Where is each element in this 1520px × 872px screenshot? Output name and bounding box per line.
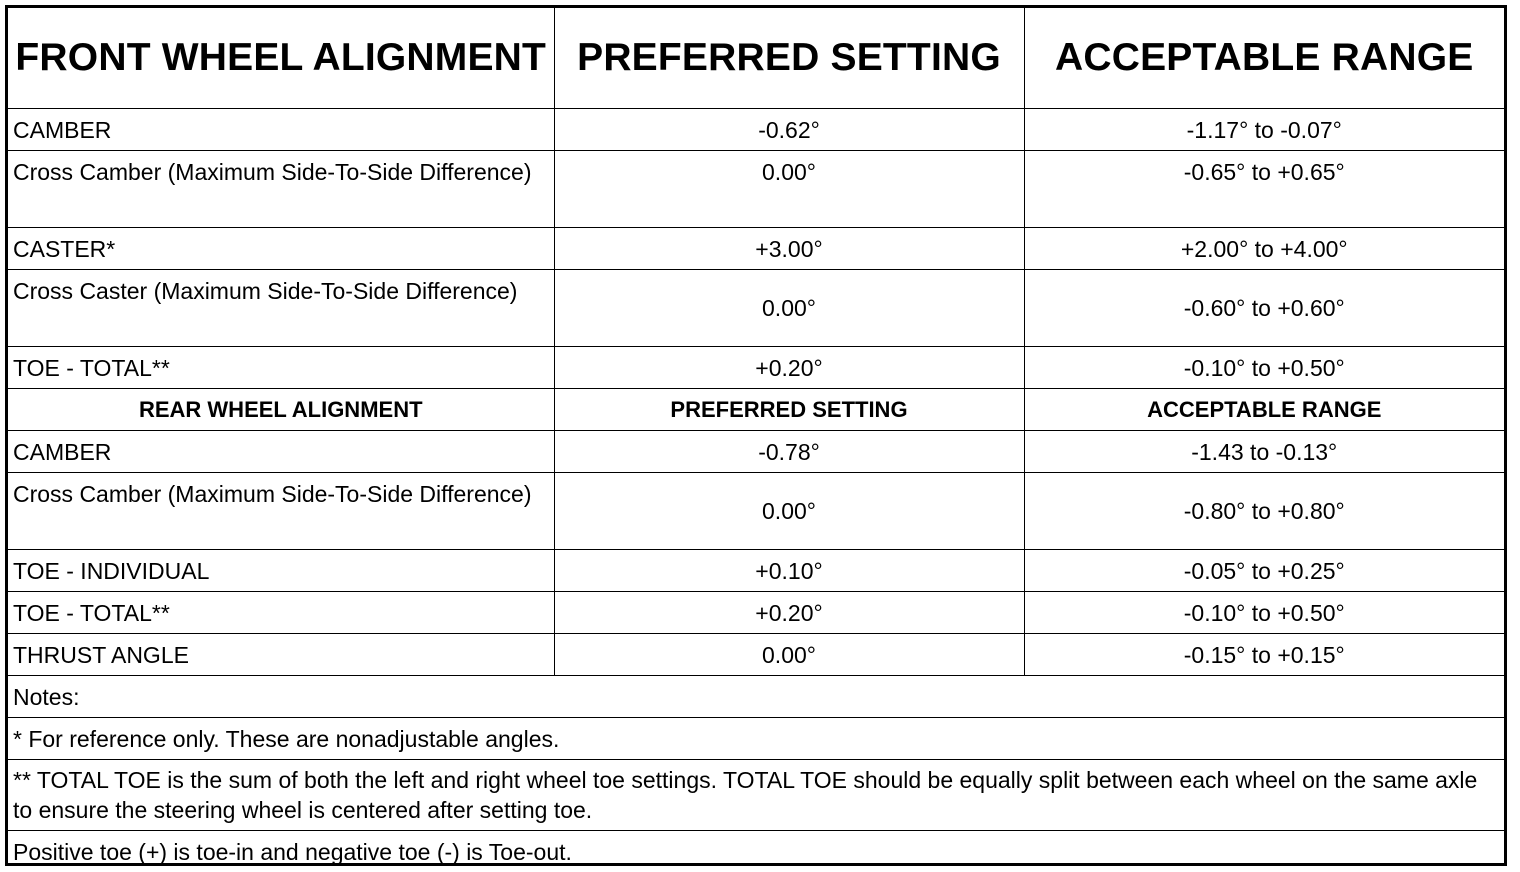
rear-header-title: REAR WHEEL ALIGNMENT [8,389,554,431]
table-row [8,151,1504,228]
note-row [8,718,1504,760]
row-label: TOE - TOTAL** [8,592,554,634]
row-preferred: 0.00° [554,634,1024,676]
row-preferred: -0.78° [554,431,1024,473]
row-label: CAMBER [8,431,554,473]
row-range: -0.10° to +0.50° [1024,592,1504,634]
row-label: Cross Camber (Maximum Side-To-Side Difference) [8,473,554,550]
note-text: ** TOTAL TOE is the sum of both the left and right wheel toe settings. TOTAL TOE should be equally split between each wheel on the same axle to ensure the steering wheel is centered after setting toe. [8,760,1504,831]
row-range: -0.15° to +0.15° [1024,634,1504,676]
row-label: Cross Caster (Maximum Side-To-Side Difference) [8,270,554,347]
rear-header-range: ACCEPTABLE RANGE [1024,389,1504,431]
row-range: -1.17° to -0.07° [1024,109,1504,151]
row-range: +2.00° to +4.00° [1024,228,1504,270]
row-range: -1.43 to -0.13° [1024,431,1504,473]
row-label: TOE - INDIVIDUAL [8,550,554,592]
row-preferred: +3.00° [554,228,1024,270]
note-text: * For reference only. These are nonadjustable angles. [8,718,1504,760]
alignment-spec-sheet [5,5,1507,866]
table-row [8,228,1504,270]
row-preferred: +0.20° [554,347,1024,389]
row-preferred: +0.10° [554,550,1024,592]
rear-header-preferred: PREFERRED SETTING [554,389,1024,431]
notes-heading-row [8,676,1504,718]
row-range: -0.65° to +0.65° [1024,151,1504,228]
row-label: CAMBER [8,109,554,151]
row-preferred: 0.00° [554,473,1024,550]
row-preferred: 0.00° [554,270,1024,347]
alignment-spec-table [8,8,1504,872]
table-row [8,473,1504,550]
table-row [8,550,1504,592]
front-header-range: ACCEPTABLE RANGE [1024,8,1504,109]
front-header-preferred: PREFERRED SETTING [554,8,1024,109]
row-range: -0.60° to +0.60° [1024,270,1504,347]
note-row [8,831,1504,872]
row-preferred: +0.20° [554,592,1024,634]
front-header-row [8,8,1504,109]
row-preferred: -0.62° [554,109,1024,151]
row-label: Cross Camber (Maximum Side-To-Side Difference) [8,151,554,228]
row-range: -0.80° to +0.80° [1024,473,1504,550]
note-row [8,760,1504,831]
table-row [8,592,1504,634]
table-row [8,109,1504,151]
row-preferred: 0.00° [554,151,1024,228]
table-row [8,270,1504,347]
front-header-title: FRONT WHEEL ALIGNMENT [8,8,554,109]
table-row [8,634,1504,676]
rear-header-row [8,389,1504,431]
row-label: THRUST ANGLE [8,634,554,676]
row-range: -0.05° to +0.25° [1024,550,1504,592]
table-row [8,431,1504,473]
note-text: Positive toe (+) is toe-in and negative toe (-) is Toe-out. [8,831,1504,872]
table-row [8,347,1504,389]
row-range: -0.10° to +0.50° [1024,347,1504,389]
row-label: TOE - TOTAL** [8,347,554,389]
notes-heading: Notes: [8,676,1504,718]
row-label: CASTER* [8,228,554,270]
